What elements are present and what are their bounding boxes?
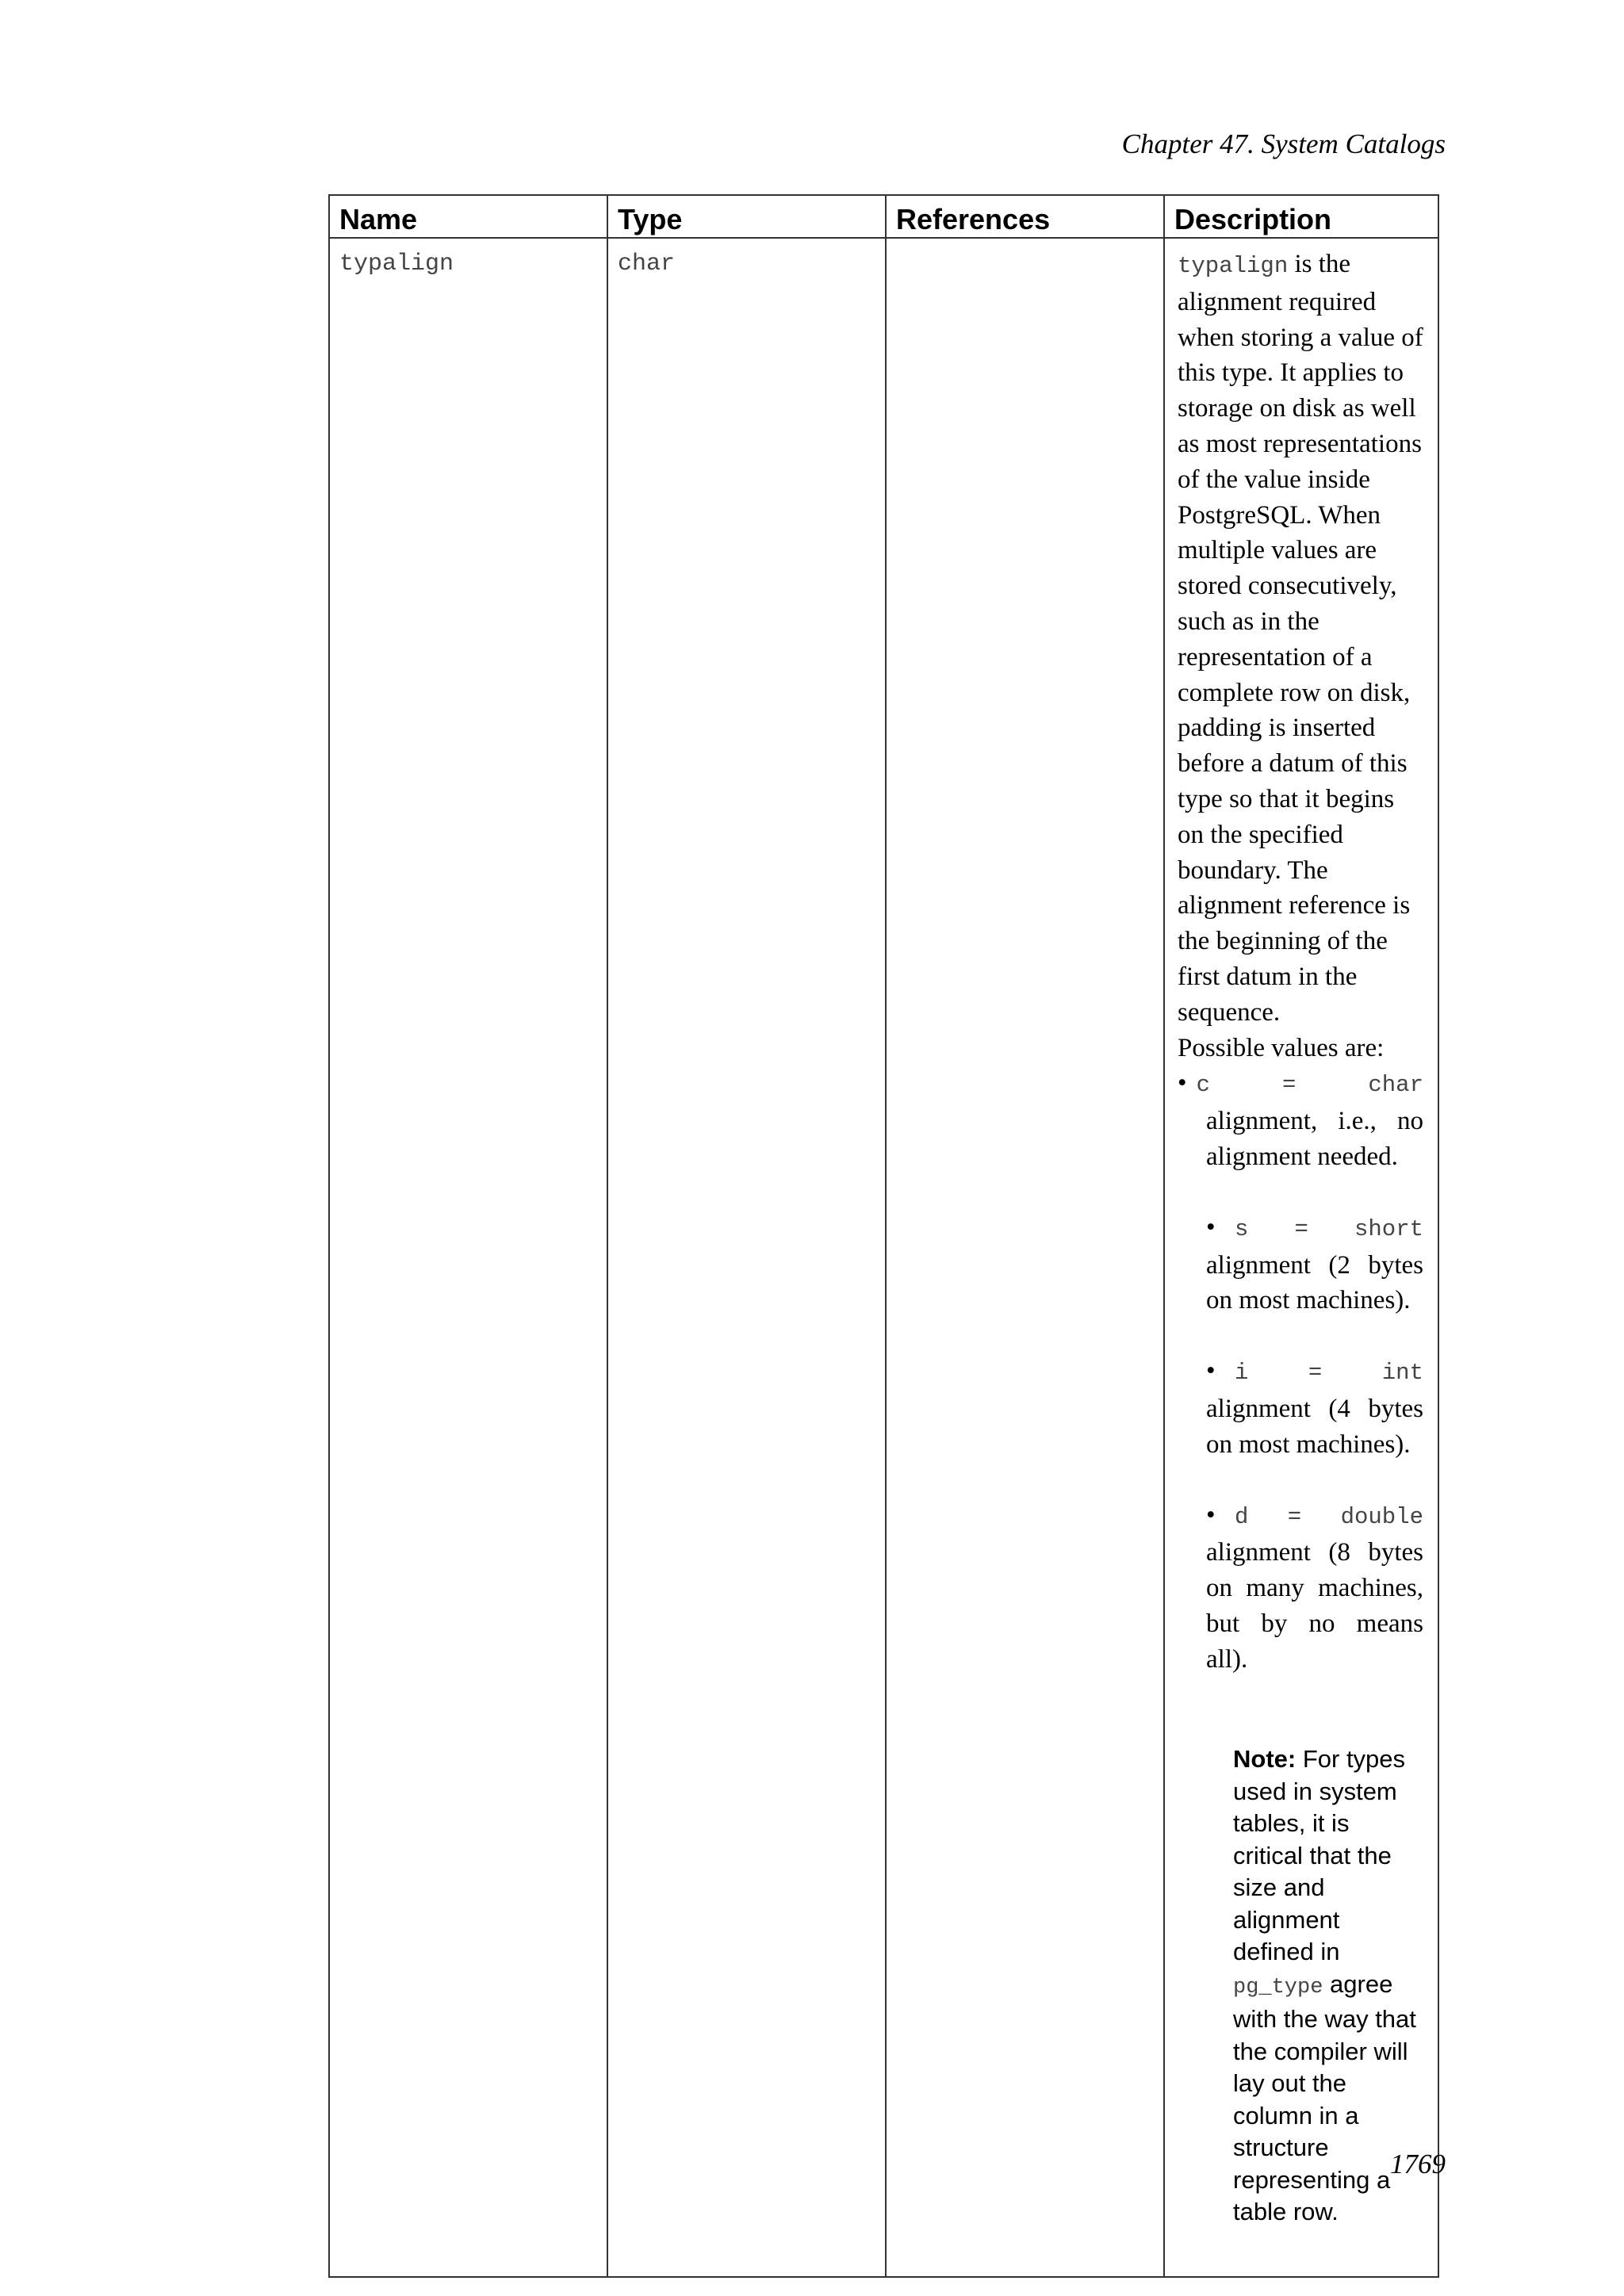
value-text: alignment (4 bytes on most machines). bbox=[1206, 1394, 1423, 1459]
note-code: pg_type bbox=[1233, 1975, 1323, 1999]
value-code: i bbox=[1235, 1360, 1249, 1387]
page-number: 1769 bbox=[1390, 2149, 1446, 2179]
bullet-icon: • bbox=[1206, 1212, 1216, 1242]
list-item bbox=[1178, 1353, 1423, 1462]
value-type-code: char bbox=[1368, 1072, 1423, 1099]
description-text bbox=[1178, 247, 1423, 1031]
note-text-before: For types used in system tables, it is critical that the size and alignment defined in bbox=[1233, 1745, 1406, 1966]
value-text: alignment, i.e., no alignment needed. bbox=[1206, 1107, 1423, 1171]
value-type-code: int bbox=[1381, 1360, 1423, 1387]
value-equals: = bbox=[1248, 1503, 1341, 1530]
cell-references bbox=[886, 238, 1164, 2277]
value-type-code: double bbox=[1340, 1503, 1423, 1530]
value-type-code: short bbox=[1354, 1215, 1423, 1242]
column-header-name: Name bbox=[329, 195, 607, 238]
cell-name: typalign bbox=[329, 238, 607, 2277]
value-list bbox=[1178, 1066, 1423, 1677]
list-item bbox=[1178, 1210, 1423, 1318]
cell-type: char bbox=[607, 238, 886, 2277]
column-header-references: References bbox=[886, 195, 1164, 238]
description-term: typalign bbox=[1178, 253, 1289, 279]
column-header-type: Type bbox=[607, 195, 886, 238]
bullet-icon: • bbox=[1206, 1357, 1216, 1386]
value-code: s bbox=[1235, 1215, 1249, 1242]
column-header-description: Description bbox=[1164, 195, 1438, 238]
table-header-row bbox=[329, 195, 1438, 238]
bullet-icon: • bbox=[1206, 1500, 1216, 1529]
value-code: d bbox=[1235, 1503, 1249, 1530]
value-equals: = bbox=[1248, 1360, 1382, 1387]
description-body: is the alignment required when storing a value of this type. It applies to storage on disk as well as most representations of the value inside PostgreSQL. When multiple values are stored consecutively, such as in the representation of a complete row on disk, padding is inserted before a datum of this type so that it begins on the specified boundary. The alignment reference is the beginning of the first datum in the sequence. bbox=[1178, 250, 1423, 1027]
value-equals: = bbox=[1209, 1072, 1369, 1099]
value-code: c bbox=[1196, 1072, 1210, 1099]
bullet-icon: • bbox=[1178, 1069, 1187, 1098]
list-item bbox=[1178, 1066, 1423, 1174]
value-text: alignment (8 bytes on many machines, but by no means all). bbox=[1206, 1538, 1423, 1674]
list-item bbox=[1178, 1498, 1423, 1678]
possible-values-intro: Possible values are: bbox=[1178, 1033, 1385, 1062]
note-box bbox=[1178, 1743, 1423, 2229]
note-label: Note: bbox=[1233, 1745, 1297, 1774]
running-header: Chapter 47. System Catalogs bbox=[1121, 128, 1446, 159]
catalog-columns-table bbox=[328, 194, 1439, 2278]
value-text: alignment (2 bytes on most machines). bbox=[1206, 1250, 1423, 1315]
table-row bbox=[329, 238, 1438, 2277]
cell-description bbox=[1164, 238, 1438, 2277]
note-text-after: agree with the way that the compiler will lay out the column in a structure representing a table row. bbox=[1233, 1969, 1416, 2226]
value-equals: = bbox=[1248, 1215, 1354, 1242]
